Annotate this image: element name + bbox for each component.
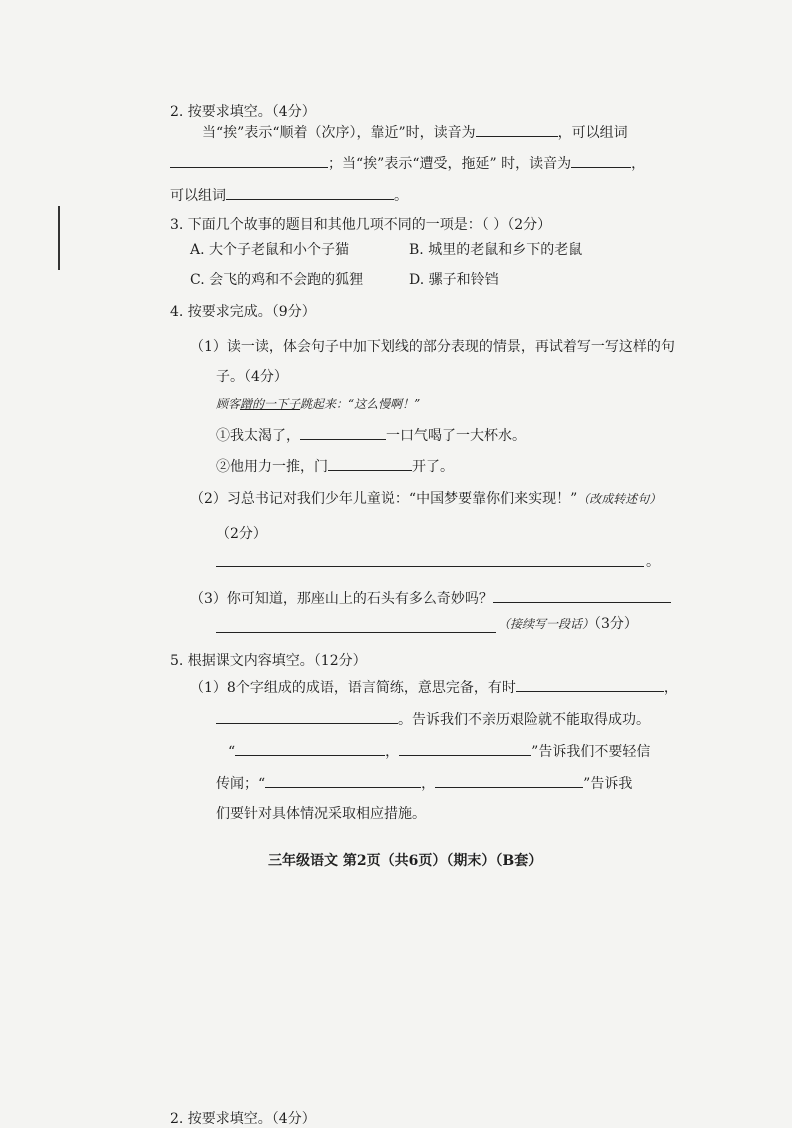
q5-line3-quote-open: “: [228, 744, 236, 760]
q5-line3-comma: ，: [385, 744, 400, 760]
q4-sub2-score: （2分）: [216, 526, 267, 542]
q2-line2: [170, 153, 645, 173]
q2-title: 2. 按要求填空。（4分）: [170, 104, 316, 120]
q5-idiom-blank-1[interactable]: [516, 677, 664, 692]
q2-line1-text-b: ，可以组词: [557, 125, 628, 141]
q5-line4-text-a: 传闻；“: [216, 776, 266, 792]
q4-example-pre: 顾客: [216, 397, 241, 411]
q5-idiom-blank-6[interactable]: [435, 773, 583, 788]
q5-idiom-blank-5[interactable]: [265, 773, 421, 788]
q4-sub3-blank-1[interactable]: [493, 588, 671, 603]
q5-line4-comma: ，: [421, 776, 436, 792]
q4-sub2-line1: [190, 490, 661, 508]
q2-line1: [202, 122, 628, 142]
q2-line2-text-b: ，: [631, 156, 646, 172]
q5-line4: [216, 773, 632, 793]
q4-sub2-note: （改成转述句）: [577, 492, 662, 506]
q4-sub2-answer-line[interactable]: [216, 566, 644, 567]
q4-title: 4. 按要求完成。（9分）: [170, 304, 316, 320]
q5-line4-text-c: ”告诉我: [583, 776, 633, 792]
q3-option-a: A. 大个子老鼠和小个子猫: [190, 242, 350, 258]
scan-mark: [58, 206, 60, 270]
q4-sub3-answer-line[interactable]: [216, 632, 496, 633]
q5-line1-text-a: （1）8个字组成的成语，语言简练，意思完备，有时: [190, 680, 516, 696]
q4-item1: [216, 425, 526, 445]
q4-item2-blank[interactable]: [328, 456, 412, 471]
q4-item1-text-a: ①我太渴了，: [216, 428, 300, 444]
q2-line1-text-a: 当“挨”表示“顺着（次序），靠近”时，读音为: [202, 125, 476, 141]
q5-line3-text-c: ”告诉我们不要轻信: [531, 744, 651, 760]
q2-pronunciation-blank-1[interactable]: [476, 122, 558, 137]
q5-idiom-blank-2[interactable]: [216, 709, 398, 724]
page-footer: 三年级语文 第2页（共6页）（期末）（B套）: [268, 853, 543, 869]
q5-line3: [228, 741, 650, 761]
q2-line3: [170, 185, 408, 205]
q4-sub1-line1: （1）读一读，体会句子中加下划线的部分表现的情景，再试着写一写这样的句: [190, 339, 675, 355]
q5-line1: [190, 677, 678, 697]
q3-option-d: D. 骡子和铃铛: [409, 272, 499, 288]
q4-sub3-score: （3分）: [594, 616, 638, 632]
q2-word-blank-1[interactable]: [170, 153, 328, 168]
q2-line3-text-b: 。: [394, 188, 408, 204]
q4-sub3-line2: [498, 615, 638, 633]
q3-title: 3. 下面几个故事的题目和其他几项不同的一项是：（ ）（2分）: [170, 217, 552, 233]
q5-idiom-blank-3[interactable]: [235, 741, 385, 756]
q2-pronunciation-blank-2[interactable]: [571, 153, 631, 168]
q5-title: 5. 根据课文内容填空。（12分）: [170, 653, 367, 669]
q4-item2: [216, 456, 454, 476]
q2-line2-text-a: ；当“挨”表示“遭受，拖延” 时，读音为: [328, 156, 572, 172]
q3-option-b: B. 城里的老鼠和乡下的老鼠: [409, 242, 583, 258]
q3-option-c: C. 会飞的鸡和不会跑的狐狸: [190, 272, 364, 288]
q4-item2-text-a: ②他用力一推，门: [216, 459, 328, 475]
q4-sub2-end: 。: [646, 554, 660, 570]
q4-item1-blank[interactable]: [300, 425, 386, 440]
q4-example-underlined: 蹭的一下子: [240, 397, 301, 411]
q5-line2: [216, 709, 650, 729]
q4-sub3-line1: [190, 588, 671, 608]
q4-item2-text-b: 开了。: [412, 459, 454, 475]
q4-sub3-note: （接续写一段话）: [498, 617, 595, 631]
q4-sub1-line2: 子。（4分）: [216, 369, 288, 385]
q5-line5: 们要针对具体情况采取相应措施。: [216, 806, 426, 822]
q5-line2-text-b: 。告诉我们不亲历艰险就不能取得成功。: [398, 712, 650, 728]
q5-idiom-blank-4[interactable]: [399, 741, 531, 756]
q2-word-blank-2[interactable]: [226, 185, 394, 200]
q5-line1-text-b: ，: [663, 680, 678, 696]
q4-sub2-text: （2）习总书记对我们少年儿童说：“中国梦要靠你们来实现！”: [190, 491, 578, 507]
q4-example-post: 跳起来：“这么慢啊！”: [300, 397, 421, 411]
q4-item1-text-b: 一口气喝了一大杯水。: [386, 428, 526, 444]
q2-line3-text-a: 可以组词: [170, 188, 226, 204]
q4-example-sentence: [216, 395, 420, 413]
next-page-cutoff-title: 2. 按要求填空。（4分）: [170, 1111, 316, 1127]
q4-sub3-text: （3）你可知道，那座山上的石头有多么奇妙吗？: [190, 591, 493, 607]
